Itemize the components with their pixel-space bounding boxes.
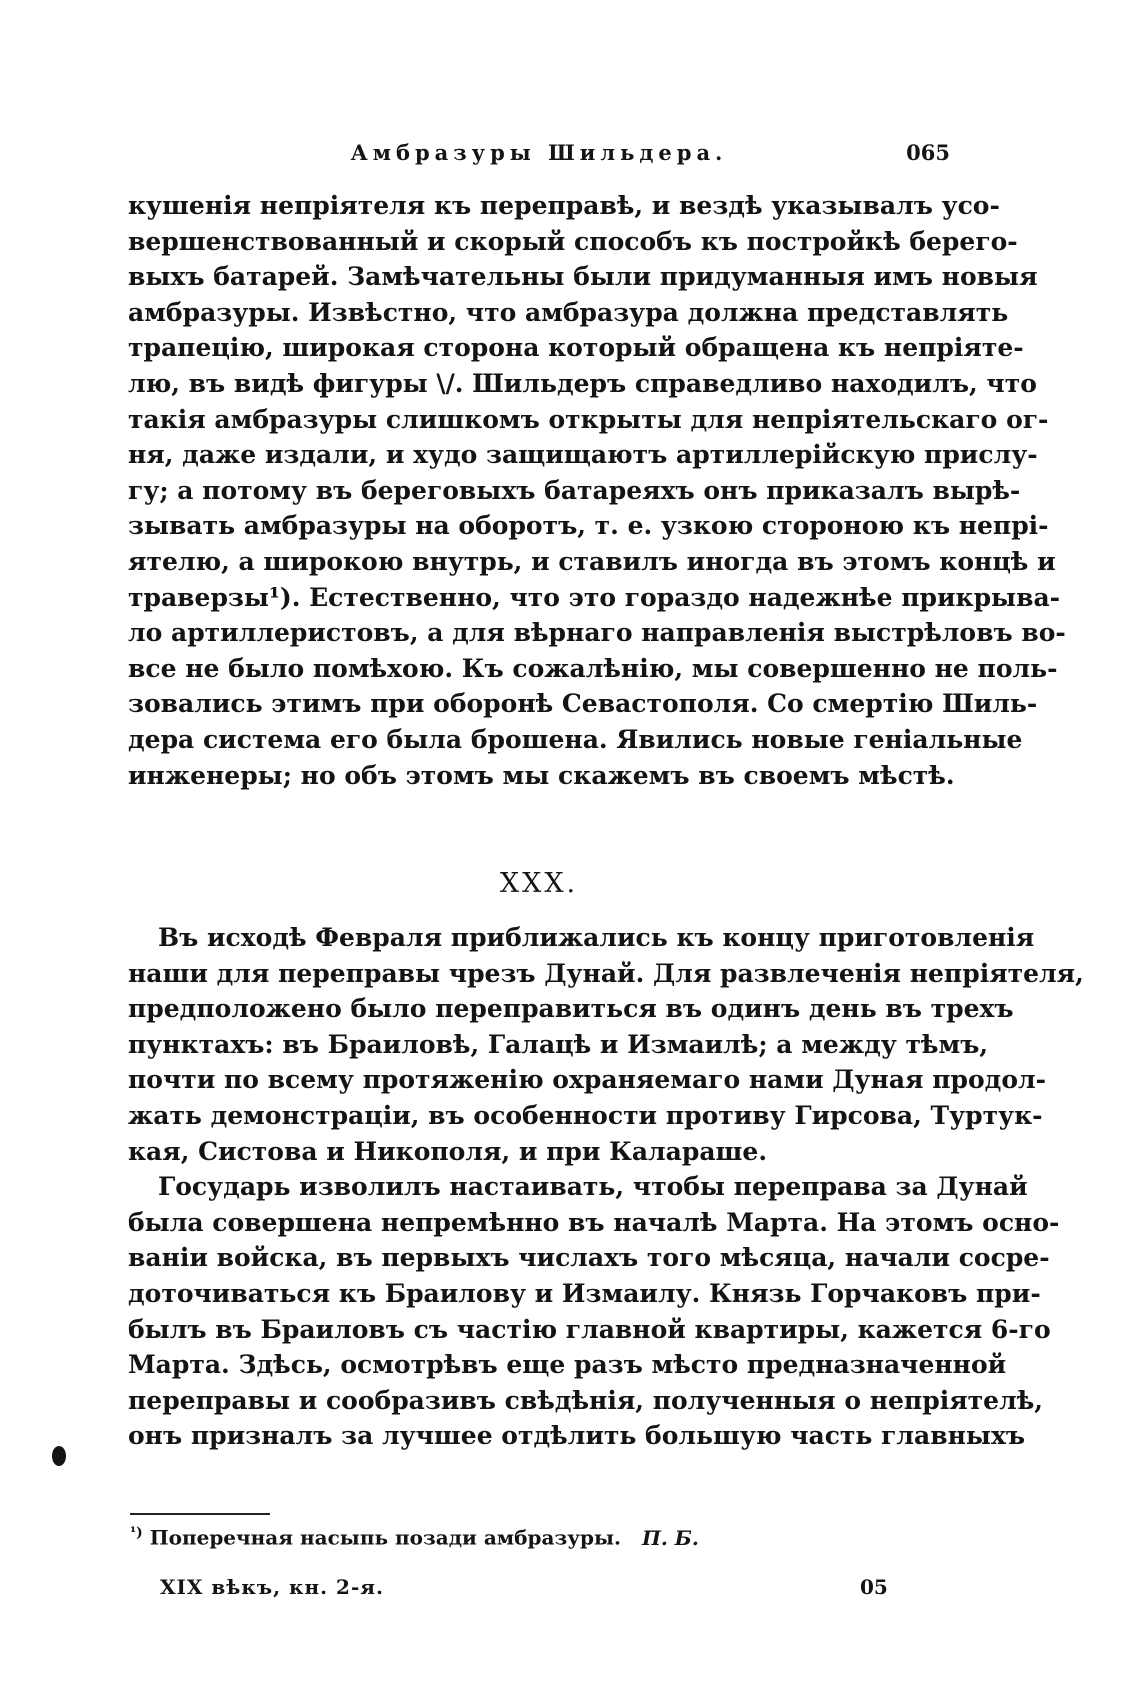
text-line: зывать амбразуры на оборотъ, т. е. узкою стороною къ непрі- <box>128 511 1049 541</box>
footnote-author: П. Б. <box>641 1525 699 1550</box>
text-line: жать демонстраціи, въ особенности противу Гирсова, Туртук- <box>128 1100 1043 1130</box>
text-line: доточиваться къ Браилову и Измаилу. Князь Горчаковъ при- <box>128 1278 1041 1308</box>
text-line: кая, Систова и Никополя, и при Калараше. <box>128 1136 768 1166</box>
footnote-divider <box>130 1513 270 1515</box>
text-line: переправы и сообразивъ свѣдѣнія, полученныя о непріятелѣ, <box>128 1385 1043 1415</box>
text-line: была совершена непремѣнно въ началѣ Марта. На этомъ осно- <box>128 1207 1060 1237</box>
text-line: такія амбразуры слишкомъ открыты для непріятельскаго ог- <box>128 404 1049 434</box>
text-line: инженеры; но объ этомъ мы скажемъ въ своемъ мѣстѣ. <box>128 760 955 790</box>
text-line: онъ призналъ за лучшее отдѣлить большую часть главныхъ <box>128 1421 1026 1451</box>
text-line: Государь изволилъ настаивать, чтобы переправа за Дунай <box>158 1172 1028 1202</box>
page-number: 065 <box>906 140 950 165</box>
text-line: Въ исходѣ Февраля приближались къ концу приготовленія <box>158 923 1035 952</box>
text-line: пунктахъ: въ Браиловѣ, Галацѣ и Измаилѣ; а между тѣмъ, <box>128 1029 989 1059</box>
text-line: трапецію, широкая сторона который обращена къ непріяте- <box>128 333 1024 363</box>
signature-label: XIX вѣкъ, кн. 2-я. <box>160 1575 384 1599</box>
ink-blot-mark <box>52 1446 66 1466</box>
text-line: лю, въ видѣ фигуры \/. Шильдеръ справедливо находилъ, что <box>128 368 1037 398</box>
text-line: траверзы¹). Естественно, что это гораздо надежнѣе прикрыва- <box>128 582 1061 612</box>
running-title: Амбразуры Шильдера. <box>350 140 728 165</box>
text-line: дера система его была брошена. Явились новые геніальные <box>128 724 1023 754</box>
printer-signature <box>160 1575 950 1605</box>
text-line: гу; а потому въ береговыхъ батареяхъ онъ приказалъ вырѣ- <box>128 475 1021 505</box>
text-line: почти по всему протяженію охраняемаго нами Дуная продол- <box>128 1065 1047 1095</box>
text-line: ня, даже издали, и худо защищаютъ артиллерійскую прислу- <box>128 440 1038 470</box>
footnote <box>130 1525 950 1550</box>
paragraph-1 <box>128 188 1066 793</box>
text-line: предположено было переправиться въ одинъ день въ трехъ <box>128 994 1014 1024</box>
paragraph-2 <box>128 920 1084 1454</box>
section-heading: XXX. <box>499 868 579 899</box>
text-line: ваніи войска, въ первыхъ числахъ того мѣсяца, начали сосре- <box>128 1243 1050 1273</box>
text-line: былъ въ Браиловъ съ частію главной квартиры, кажется 6-го <box>128 1314 1051 1344</box>
text-line: амбразуры. Извѣстно, что амбразура должна представлять <box>128 297 1009 327</box>
running-head <box>128 140 950 170</box>
text-line: ятелю, а широкою внутрь, и ставилъ иногда въ этомъ концѣ и <box>128 546 1056 576</box>
text-line: наши для переправы чрезъ Дунай. Для развлеченія непріятеля, <box>128 958 1084 988</box>
text-line: все не было помѣхою. Къ сожалѣнію, мы совершенно не поль- <box>128 653 1058 683</box>
footnote-text: Поперечная насыпь позади амбразуры. <box>149 1525 622 1550</box>
text-line: выхъ батарей. Замѣчательны были придуманныя имъ новыя <box>128 262 1038 292</box>
text-line: вершенствованный и скорый способъ къ постройкѣ берего- <box>128 226 1018 256</box>
text-line: кушенія непріятеля къ переправѣ, и вездѣ указывалъ усо- <box>128 191 1000 220</box>
text-line: Марта. Здѣсь, осмотрѣвъ еще разъ мѣсто предназначенной <box>128 1350 1007 1380</box>
text-line: ло артиллеристовъ, а для вѣрнаго направленія выстрѣловъ во- <box>128 618 1066 648</box>
signature-mark: 05 <box>860 1575 888 1599</box>
footnote-marker: ¹) <box>130 1525 143 1541</box>
text-line: зовались этимъ при оборонѣ Севастополя. Со смертію Шиль- <box>128 689 1038 719</box>
